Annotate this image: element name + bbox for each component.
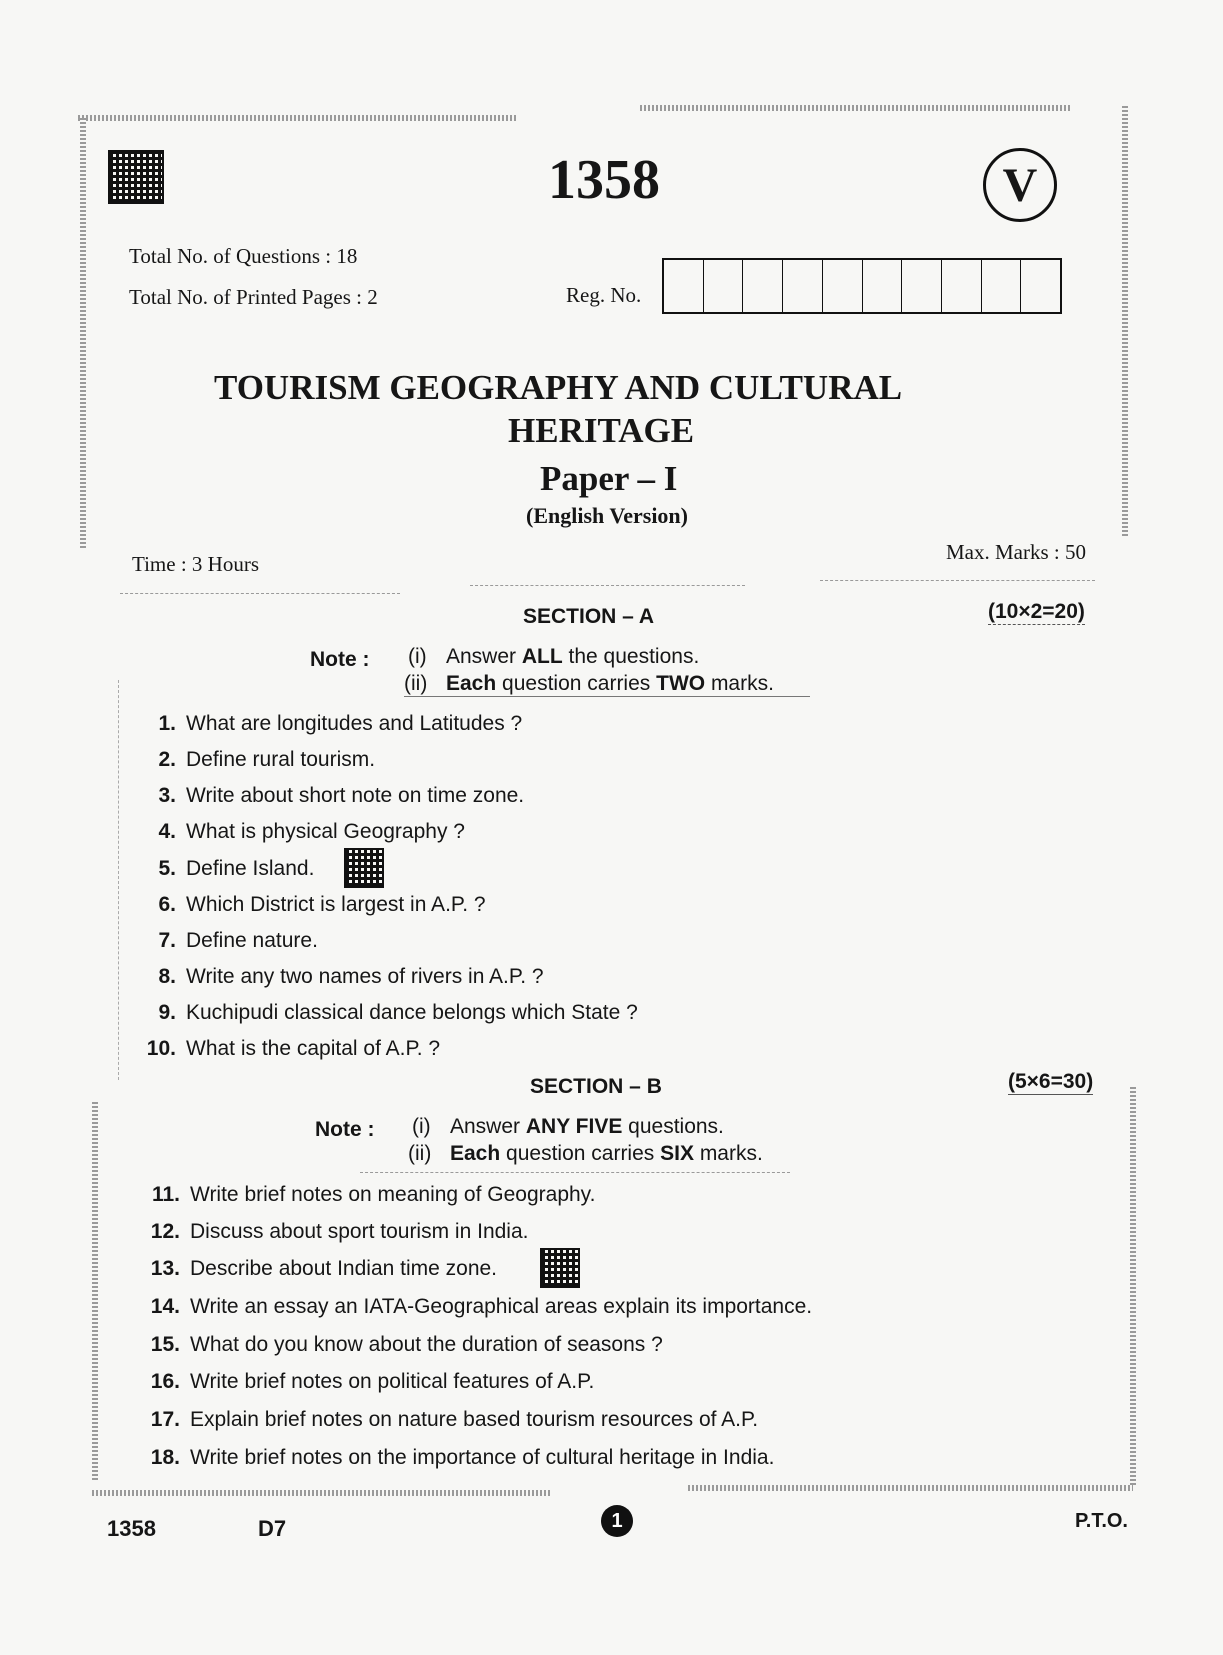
question-item: 13. Describe about Indian time zone. bbox=[150, 1257, 498, 1280]
question-item: 16. Write brief notes on political features of A.P. bbox=[150, 1370, 595, 1393]
version-mark: V bbox=[1002, 158, 1038, 212]
footer-code: 1358 bbox=[107, 1516, 156, 1541]
top-border-right bbox=[640, 105, 1070, 111]
section-a-note-2: (ii) Each question carries TWO marks. bbox=[404, 672, 810, 697]
version-circle bbox=[983, 148, 1057, 222]
question-item: 5. Define Island. bbox=[158, 857, 315, 880]
reg-no-label: Reg. No. bbox=[566, 283, 642, 307]
section-b-marks: (5×6=30) bbox=[1008, 1070, 1094, 1093]
title-line1: TOURISM GEOGRAPHY AND CULTURAL bbox=[214, 368, 903, 407]
question-item: 10. What is the capital of A.P. ? bbox=[146, 1037, 441, 1060]
question-item: 17. Explain brief notes on nature based tourism resources of A.P. bbox=[150, 1408, 759, 1431]
bottom-border-left bbox=[92, 1490, 552, 1496]
time-allowed: Time : 3 Hours bbox=[132, 552, 259, 576]
max-marks: Max. Marks : 50 bbox=[946, 540, 1086, 564]
question-item: 3. Write about short note on time zone. bbox=[158, 784, 525, 807]
section-a-title: SECTION – A bbox=[523, 605, 655, 628]
divider bbox=[470, 585, 745, 586]
question-item: 7. Define nature. bbox=[158, 929, 318, 952]
reg-no-boxes[interactable] bbox=[662, 258, 1062, 314]
section-a-note-1: (i) Answer ALL the questions. bbox=[408, 645, 700, 668]
divider bbox=[120, 593, 400, 594]
page-number-badge bbox=[601, 1505, 633, 1537]
bottom-border-right bbox=[688, 1485, 1133, 1491]
qr-code-icon bbox=[540, 1248, 580, 1288]
question-item: 6. Which District is largest in A.P. ? bbox=[158, 893, 486, 916]
right-border-top bbox=[1122, 106, 1128, 536]
left-border-bottom bbox=[92, 1100, 98, 1480]
divider bbox=[360, 1172, 790, 1173]
barcode-icon bbox=[108, 150, 164, 204]
question-item: 1. What are longitudes and Latitudes ? bbox=[158, 712, 523, 735]
question-item: 11. Write brief notes on meaning of Geography. bbox=[151, 1183, 596, 1206]
total-questions: Total No. of Questions : 18 bbox=[129, 244, 358, 268]
paper-code: 1358 bbox=[548, 149, 660, 211]
top-border-left bbox=[78, 115, 518, 121]
qr-code-icon bbox=[344, 848, 384, 888]
right-border-bottom bbox=[1130, 1085, 1136, 1485]
left-border-top bbox=[80, 118, 86, 548]
question-item: 8. Write any two names of rivers in A.P. ? bbox=[158, 965, 544, 988]
section-b-note-1: (i) Answer ANY FIVE questions. bbox=[412, 1115, 724, 1138]
section-a-marks: (10×2=20) bbox=[988, 600, 1085, 623]
question-item: 9. Kuchipudi classical dance belongs which State ? bbox=[158, 1001, 638, 1024]
total-pages: Total No. of Printed Pages : 2 bbox=[129, 285, 378, 309]
left-margin-line bbox=[118, 680, 119, 1080]
section-a-note-label: Note : bbox=[310, 648, 370, 671]
question-item: 12. Discuss about sport tourism in India. bbox=[150, 1220, 529, 1243]
page-number: 1 bbox=[611, 1509, 623, 1532]
version-text: (English Version) bbox=[526, 503, 688, 528]
title-line2: HERITAGE bbox=[508, 411, 695, 450]
section-b-title: SECTION – B bbox=[530, 1075, 662, 1098]
question-item: 2. Define rural tourism. bbox=[158, 748, 376, 771]
section-b-note-2: (ii) Each question carries SIX marks. bbox=[408, 1142, 763, 1165]
footer-set: D7 bbox=[258, 1516, 287, 1541]
paper-number: Paper – I bbox=[540, 459, 678, 498]
question-item: 15. What do you know about the duration of seasons ? bbox=[150, 1333, 663, 1356]
question-item: 4. What is physical Geography ? bbox=[158, 820, 465, 843]
question-item: 14. Write an essay an IATA-Geographical areas explain its importance. bbox=[150, 1295, 813, 1318]
divider bbox=[820, 580, 1095, 581]
question-item: 18. Write brief notes on the importance of cultural heritage in India. bbox=[150, 1446, 775, 1469]
section-b-note-label: Note : bbox=[315, 1118, 375, 1141]
pto-label: P.T.O. bbox=[1075, 1510, 1128, 1532]
